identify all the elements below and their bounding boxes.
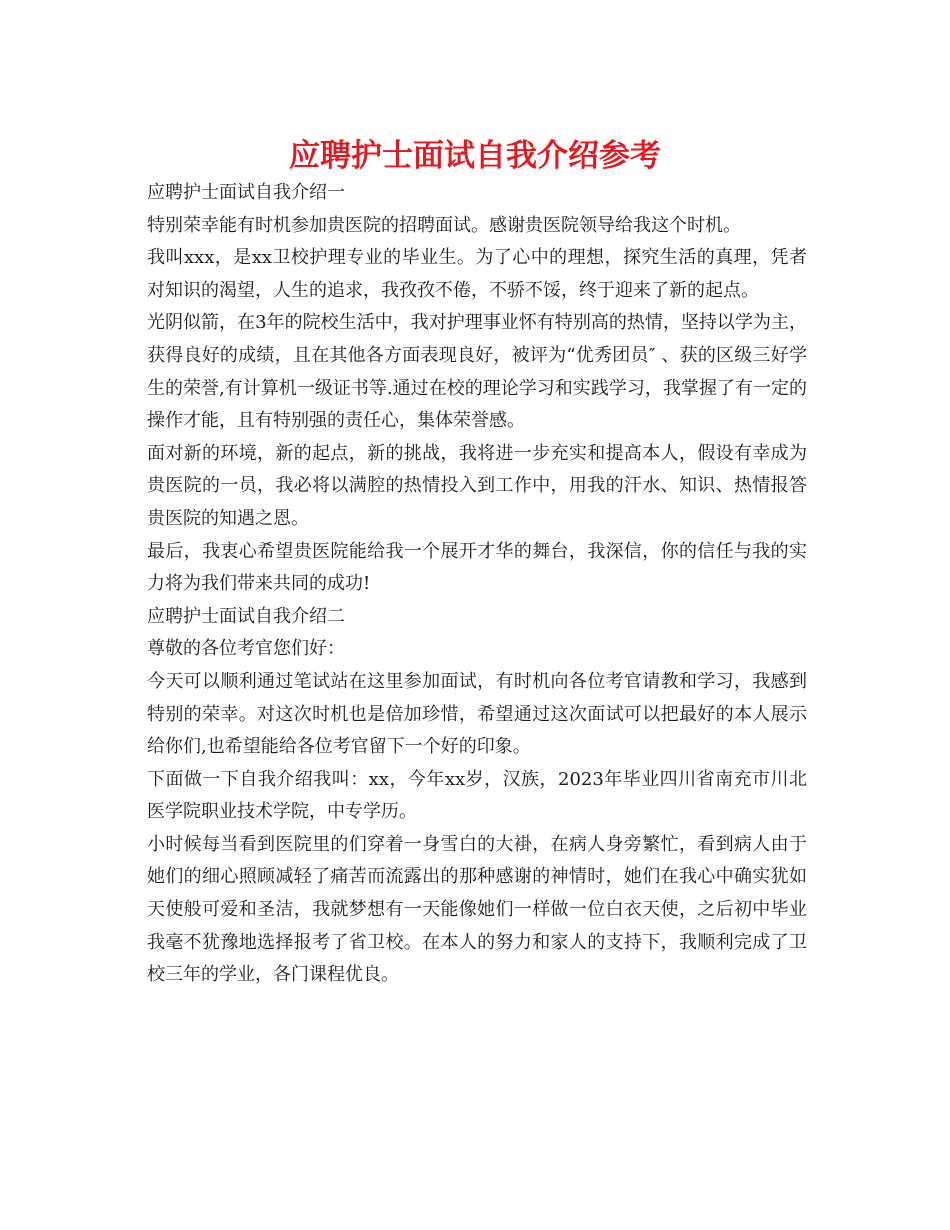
document-title: 应聘护士面试自我介绍参考 (289, 138, 661, 174)
paragraph: 特别荣幸能有时机参加贵医院的招聘面试。感谢贵医院领导给我这个时机。 (147, 214, 741, 236)
section-heading-1: 应聘护士面试自我介绍一 (147, 182, 345, 203)
paragraph: 下面做一下自我介绍我叫：xx，今年xx岁，汉族，2023年毕业四川省南充市川北医学院职业技术学院，中专学历。 (147, 768, 807, 823)
paragraph: 光阴似箭，在3年的院校生活中，我对护理事业怀有特别高的热情，坚持以学为主，获得良好的成绩，且在其他各方面表现良好，被评为“优秀团员″ 、获的区级三好学生的荣誉,有计算机一级证书等.通过在校的理论学习和实践学习，我掌握了有一定的操作才能，且有特别强的责任心，集体荣誉感。 (147, 312, 807, 432)
paragraph: 我叫xxx，是xx卫校护理专业的毕业生。为了心中的理想，探究生活的真理，凭者对知识的渴望，人生的追求，我孜孜不倦，不骄不馁，终于迎来了新的起点。 (147, 247, 807, 301)
document-body (147, 177, 807, 992)
section-heading-2: 应聘护士面试自我介绍二 (147, 605, 345, 627)
paragraph: 今天可以顺利通过笔试站在这里参加面试，有时机向各位考官请教和学习，我感到特别的荣幸。对这次时机也是倍加珍惜，希望通过这次面试可以把最好的本人展示给你们,也希望能给各位考官留下一个好的印象。 (147, 670, 807, 758)
paragraph: 小时候每当看到医院里的们穿着一身雪白的大褂，在病人身旁繁忙，看到病人由于她们的细心照顾减轻了痛苦而流露出的那种感谢的神情时，她们在我心中确实犹如天使般可爱和圣洁，我就梦想有一天能像她们一样做一位白衣天使，之后初中毕业我毫不犹豫地选择报考了省卫校。在本人的努力和家人的支持下，我顺利完成了卫校三年的学业，各门课程优良。 (147, 833, 807, 986)
paragraph: 最后，我衷心希望贵医院能给我一个展开才华的舞台，我深信，你的信任与我的实力将为我们带来共同的成功! (147, 540, 807, 595)
paragraph: 面对新的环境，新的起点，新的挑战，我将进一步充实和提高本人，假设有幸成为贵医院的一员，我必将以满腔的热情投入到工作中，用我的汗水、知识、热情报答贵医院的知遇之恩。 (147, 442, 807, 529)
greeting-line: 尊敬的各位考官您们好： (147, 638, 345, 660)
